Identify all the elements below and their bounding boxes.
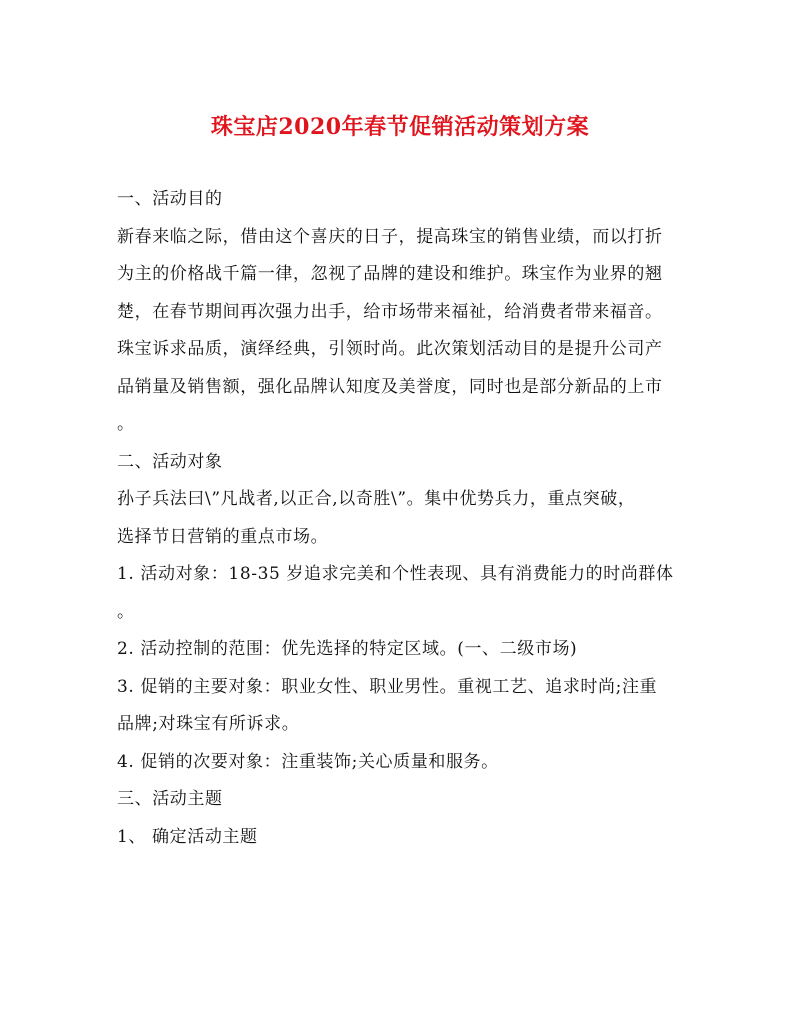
list-item-line: 4. 促销的次要对象：注重装饰;关心质量和服务。	[117, 751, 499, 772]
paragraph-line: 新春来临之际，借由这个喜庆的日子，提高珠宝的销售业绩，而以打折	[117, 226, 663, 247]
paragraph-line: 选择节日营销的重点市场。	[117, 526, 329, 547]
list-item-line: 2. 活动控制的范围：优先选择的特定区域。(一、二级市场)	[117, 639, 578, 659]
section-heading: 一、活动目的	[117, 189, 223, 209]
list-item-line: 品牌;对珠宝有所诉求。	[117, 714, 300, 734]
list-item-line: 。	[117, 601, 135, 622]
section-heading: 二、活动对象	[117, 451, 223, 472]
list-item-line: 1、 确定活动主题	[117, 826, 258, 847]
list-item-line: 3. 促销的主要对象：职业女性、职业男性。重视工艺、追求时尚;注重	[117, 676, 658, 697]
paragraph-line: 。	[117, 414, 135, 434]
list-item-line: 1. 活动对象：18-35 岁追求完美和个性表现、具有消费能力的时尚群体	[117, 564, 674, 584]
document-title: 珠宝店2020年春节促销活动策划方案	[210, 114, 590, 140]
paragraph-line: 品销量及销售额，强化品牌认知度及美誉度，同时也是部分新品的上市	[117, 376, 663, 397]
document-body	[117, 184, 693, 859]
paragraph-line: 楚，在春节期间再次强力出手，给市场带来福祉，给消费者带来福音。	[117, 301, 663, 322]
paragraph-line: 为主的价格战千篇一律，忽视了品牌的建设和维护。珠宝作为业界的翘	[117, 264, 663, 284]
section-heading: 三、活动主题	[117, 789, 223, 809]
paragraph-line: 珠宝诉求品质，演绎经典，引领时尚。此次策划活动目的是提升公司产	[117, 339, 663, 359]
paragraph-line: 孙子兵法曰\”凡战者,以正合,以奇胜\”。集中优势兵力，重点突破，	[117, 489, 636, 509]
